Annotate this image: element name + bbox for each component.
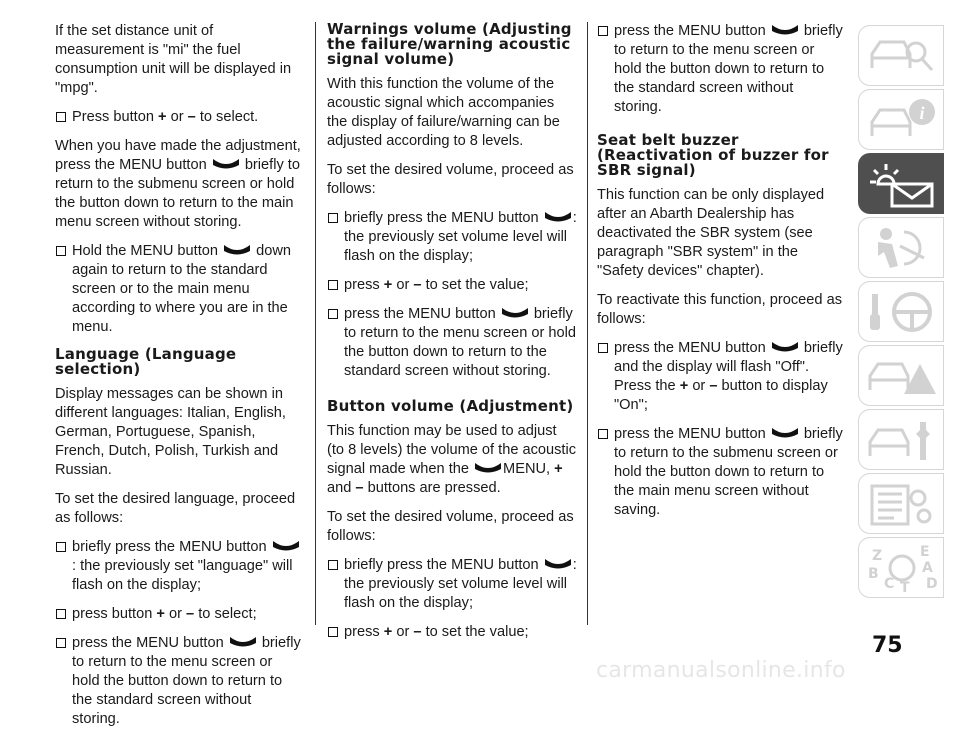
paragraph: To set the desired volume, proceed as follows:	[327, 509, 574, 544]
bullet-item: press button + or – to select;	[55, 605, 303, 624]
paragraph: If the set distance unit of measurement is "mi" the fuel consumption unit will be displayed in "mpg".	[55, 23, 292, 96]
section-heading: Button volume (Adjustment)	[327, 397, 574, 415]
specs-gears-icon	[864, 478, 940, 530]
page-number: 75	[872, 633, 903, 658]
paragraph: To set the desired volume, proceed as follows:	[327, 162, 574, 197]
column-divider	[587, 22, 588, 625]
section-heading: Seat belt buzzer (Reactivation of buzzer for SBR signal)	[597, 131, 829, 179]
svg-text:i: i	[919, 103, 925, 123]
menu-button-icon	[271, 539, 301, 552]
paragraph: To reactivate this function, proceed as follows:	[597, 292, 842, 327]
paragraph: Display messages can be shown in different languages: Italian, English, German, Portuguese, Spanish, French, Dutch, Polish, Turkish and Russian.	[55, 386, 286, 478]
bullet-item: briefly press the MENU button : the previously set volume level will flash on the display;	[327, 209, 577, 266]
section-heading: Warnings volume (Adjusting the failure/warning acoustic signal volume)	[327, 20, 572, 68]
paragraph: This function may be used to adjust (to 8 levels) the volume of the acoustic signal made when the MENU, + and – buttons are pressed.	[327, 423, 577, 496]
menu-button-icon	[770, 426, 800, 439]
paragraph: When you have made the adjustment, press the MENU button briefly to return to the submenu screen or hold the button down to return to the main menu screen without storing.	[55, 138, 301, 230]
index-letters-icon	[864, 542, 940, 594]
tab-emergency[interactable]	[858, 345, 944, 406]
chapter-tabs	[858, 25, 944, 601]
index-letter: T	[900, 580, 910, 594]
menu-button-icon	[543, 557, 573, 570]
index-letter: B	[868, 566, 879, 582]
bullet-item: press the MENU button briefly to return to the menu screen or hold the button down to return to the standard screen without storing.	[327, 305, 577, 381]
menu-button-icon	[473, 461, 503, 474]
menu-button-icon	[228, 635, 258, 648]
car-search-icon	[864, 30, 940, 82]
bullet-item: press the MENU button briefly and the display will flash "Off". Press the + or – button to display "On";	[597, 339, 845, 415]
menu-button-icon	[770, 340, 800, 353]
key-steering-wheel-icon	[864, 286, 940, 338]
tab-warning-lights[interactable]	[858, 153, 944, 214]
section-heading: Language (Language selection)	[55, 345, 237, 378]
car-warning-triangle-icon	[864, 350, 940, 402]
paragraph: With this function the volume of the acoustic signal which accompanies the display of failure/warning can be adjusted according to 8 levels.	[327, 76, 560, 149]
paragraph: This function can be only displayed after an Abarth Dealership has deactivated the SBR system (see paragraph "SBR system" in the "Safety devices" chapter).	[597, 187, 825, 279]
column-right	[597, 22, 845, 530]
menu-button-icon	[543, 210, 573, 223]
bullet-item: press + or – to set the value;	[327, 276, 577, 295]
bullet-item: press the MENU button briefly to return to the submenu screen or hold the button down to return to the main menu screen without saving.	[597, 425, 845, 520]
column-left	[55, 22, 303, 739]
index-letter: D	[926, 576, 938, 592]
bullet-item: briefly press the MENU button : the previously set volume level will flash on the display;	[327, 556, 577, 613]
index-letter: A	[922, 560, 933, 576]
column-divider	[315, 22, 316, 625]
tab-safety[interactable]	[858, 217, 944, 278]
menu-button-icon	[500, 306, 530, 319]
bullet-item: press the MENU button briefly to return to the menu screen or hold the button down to return to the standard screen without storing.	[597, 22, 845, 117]
bullet-item: Hold the MENU button down again to return to the standard screen or to the main menu according to where you are in the menu.	[55, 242, 303, 337]
index-letter: E	[920, 544, 930, 560]
car-wrench-icon	[864, 414, 940, 466]
column-middle	[327, 22, 577, 652]
paragraph: To set the desired language, proceed as follows:	[55, 491, 296, 526]
tab-index[interactable]	[858, 537, 944, 598]
index-letter: Z	[872, 548, 883, 564]
bullet-item: briefly press the MENU button : the previously set "language" will flash on the display;	[55, 538, 303, 595]
bullet-item: press + or – to set the value;	[327, 623, 577, 642]
menu-button-icon	[222, 243, 252, 256]
tab-starting-driving[interactable]	[858, 281, 944, 342]
tab-technical-specs[interactable]	[858, 473, 944, 534]
tab-car-info[interactable]	[858, 89, 944, 150]
airbag-passenger-icon	[864, 222, 940, 274]
warning-light-envelope-icon	[864, 158, 940, 210]
bullet-item: Press button + or – to select.	[55, 108, 303, 127]
index-letter: C	[884, 576, 895, 592]
menu-button-icon	[211, 157, 241, 170]
footer-watermark: carmanualsonline.info	[596, 658, 846, 683]
tab-maintenance[interactable]	[858, 409, 944, 470]
bullet-item: press the MENU button briefly to return to the menu screen or hold the button down to return to the standard screen without storing.	[55, 634, 303, 729]
tab-car-search[interactable]	[858, 25, 944, 86]
car-info-icon	[864, 94, 940, 146]
menu-button-icon	[770, 23, 800, 36]
